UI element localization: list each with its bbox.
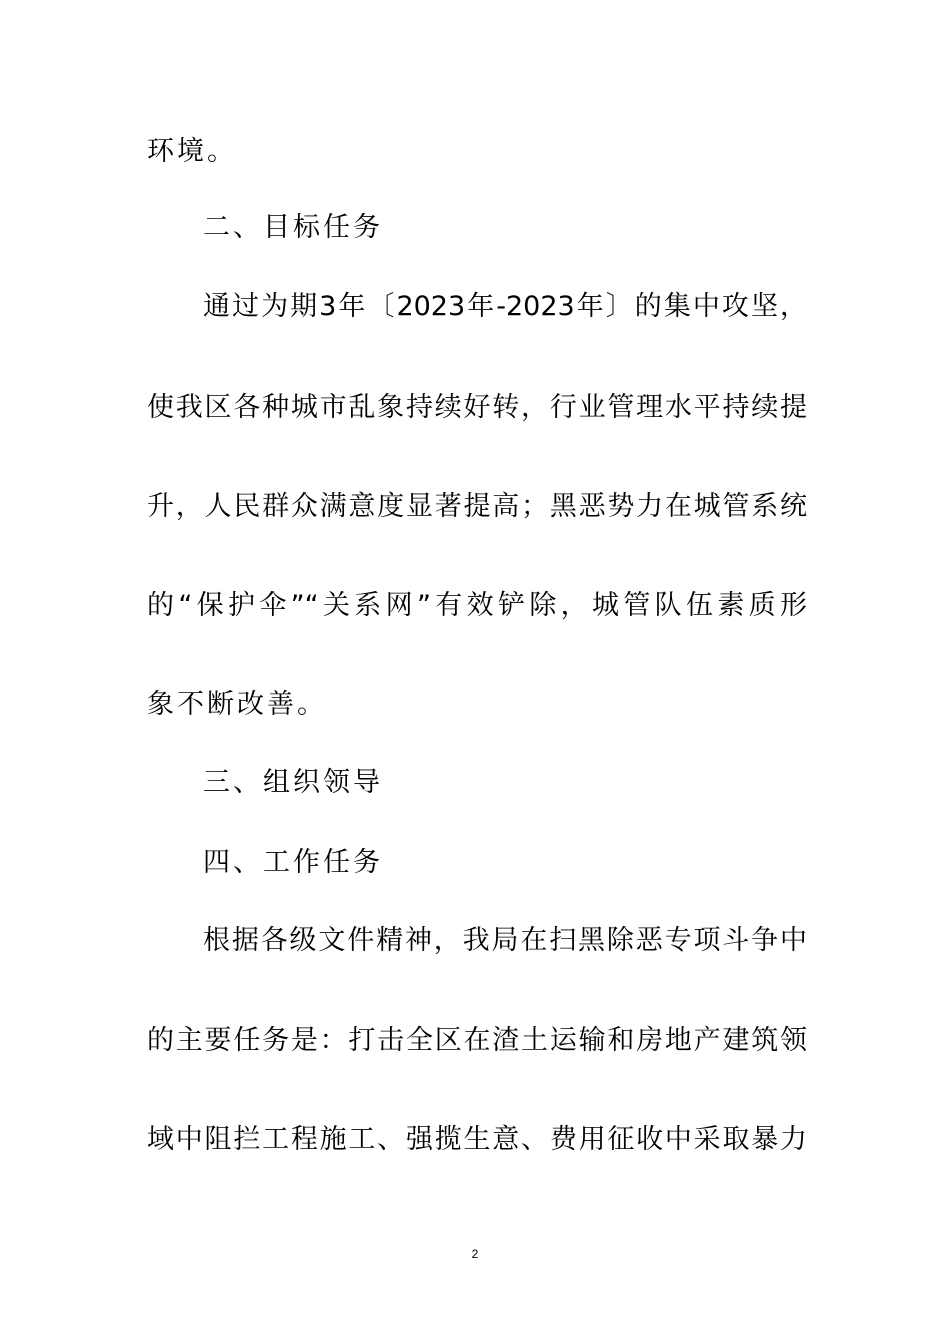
paragraph-line-10: 根据各级文件精神，我局在扫黑除恶专项斗争中 (203, 925, 807, 956)
paragraph-line-4: 使我区各种城市乱象持续好转，行业管理水平持续提 (147, 392, 807, 423)
paragraph-line-6: 的“保护伞”“关系网”有效铲除，城管队伍素质形 (147, 590, 807, 621)
paragraph-line-1: 环境。 (147, 136, 237, 167)
section-heading-organization: 三、组织领导 (203, 767, 383, 798)
paragraph-line-11: 的主要任务是：打击全区在渣土运输和房地产建筑领 (147, 1025, 807, 1056)
paragraph-line-7: 象不断改善。 (147, 689, 327, 720)
section-heading-tasks: 四、工作任务 (203, 847, 383, 878)
section-heading-objectives: 二、目标任务 (203, 212, 383, 243)
paragraph-line-12: 域中阻拦工程施工、强揽生意、费用征收中采取暴力 (147, 1124, 807, 1155)
page-number: 2 (471, 1247, 479, 1261)
paragraph-line-5: 升，人民群众满意度显著提高；黑恶势力在城管系统 (147, 491, 807, 522)
paragraph-line-3: 通过为期3年〔2023年-2023年〕的集中攻坚， (203, 291, 807, 322)
